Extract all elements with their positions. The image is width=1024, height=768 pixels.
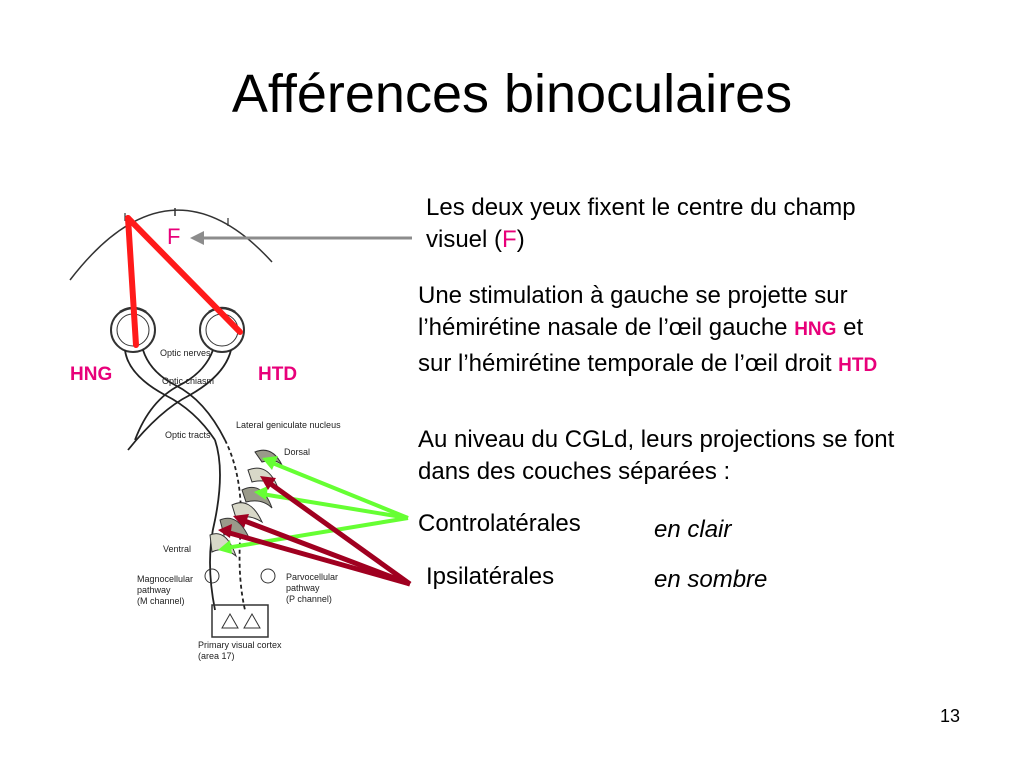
- hng-label: HNG: [70, 364, 113, 385]
- en-clair-label: en clair: [654, 516, 732, 543]
- optic-nerves-label: Optic nerves: [160, 348, 211, 358]
- page-number: 13: [940, 706, 961, 726]
- v1-label-1: Primary visual cortex: [198, 640, 282, 650]
- parvo-label-1: Parvocellular: [286, 572, 339, 582]
- magno-label-1: Magnocellular: [137, 574, 194, 584]
- stim-text-line3: sur l’hémirétine temporale de l’œil droit HTD: [418, 350, 878, 377]
- magno-label-3: (M channel): [137, 596, 185, 606]
- ipsi-label: Ipsilatérales: [426, 563, 555, 590]
- htd-label: HTD: [258, 364, 298, 385]
- gray-arrow-head: [190, 231, 204, 245]
- lgn-label: Lateral geniculate nucleus: [236, 420, 341, 430]
- dorsal-label: Dorsal: [284, 447, 311, 457]
- optic-tracts-label: Optic tracts: [165, 430, 211, 440]
- contro-label: Controlatérales: [418, 510, 581, 537]
- fixation-text-line2: visuel (F): [426, 226, 525, 253]
- stim-text-line2: l’hémirétine nasale de l’œil gauche HNG et: [418, 314, 864, 341]
- optic-chiasm-label: Optic chiasm: [162, 376, 215, 386]
- cgl-text-line2: dans des couches séparées :: [418, 458, 731, 485]
- v1-label-2: (area 17): [198, 651, 235, 661]
- stim-text-line1: Une stimulation à gauche se projette sur: [418, 282, 848, 309]
- parvo-label-2: pathway: [286, 583, 320, 593]
- optic-pathway-lines: [125, 350, 245, 610]
- cgl-text-line1: Au niveau du CGLd, leurs projections se font: [418, 426, 895, 453]
- parvo-label-3: (P channel): [286, 594, 332, 604]
- slide-title: Afférences binoculaires: [231, 64, 793, 124]
- fixation-f-label: F: [167, 224, 181, 249]
- en-sombre-label: en sombre: [654, 566, 768, 593]
- fixation-text-line1: Les deux yeux fixent le centre du champ: [426, 194, 856, 221]
- cortex-box: [212, 605, 268, 637]
- magno-label-2: pathway: [137, 585, 171, 595]
- ventral-label: Ventral: [163, 544, 192, 554]
